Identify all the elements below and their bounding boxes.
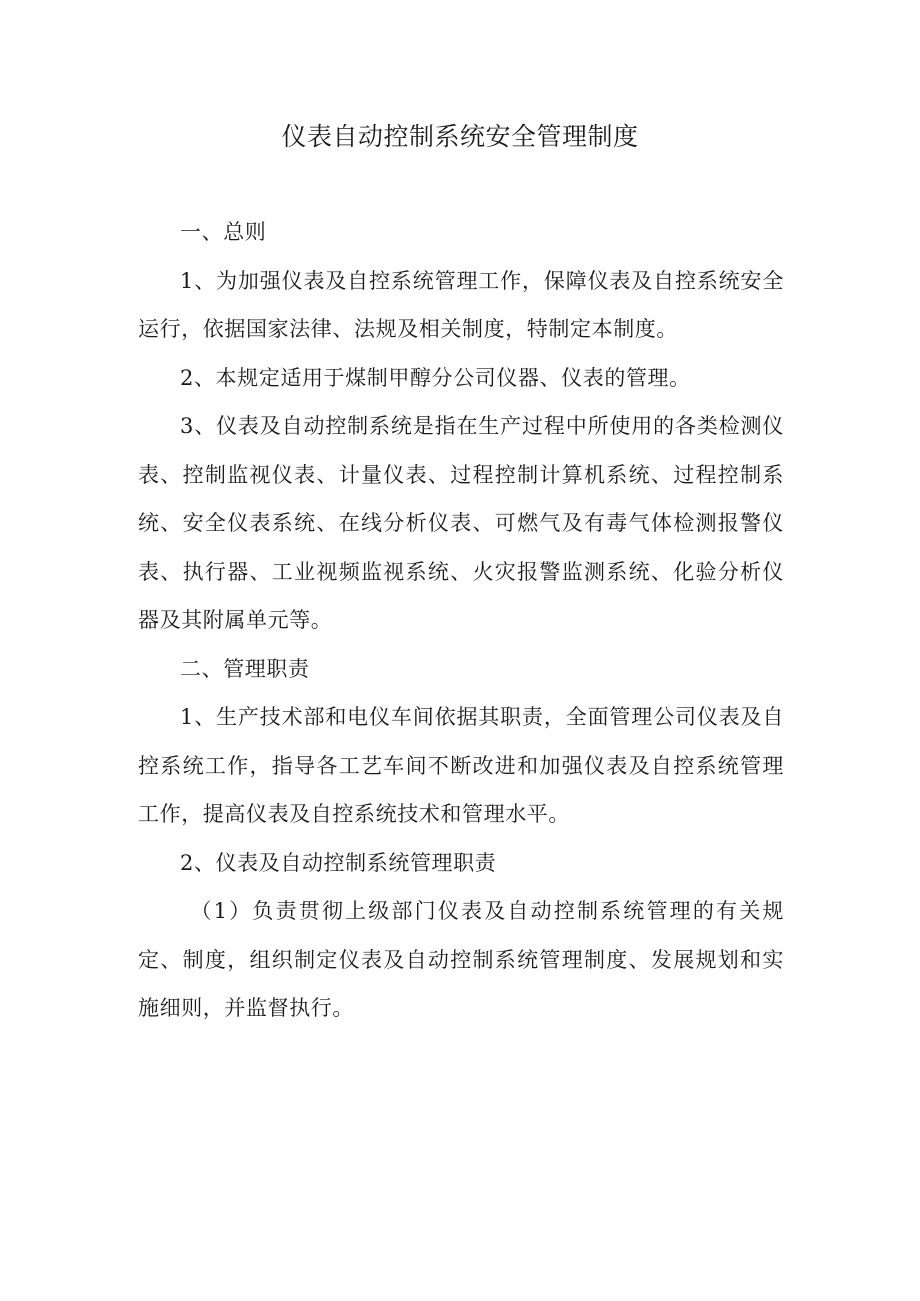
paragraph-purpose: 1、为加强仪表及自控系统管理工作，保障仪表及自控系统安全运行，依据国家法律、法规及相关制度，特制定本制度。 [138,268,784,341]
paragraph-department-duties: 1、生产技术部和电仪车间依据其职责，全面管理公司仪表及自控系统工作，指导各工艺车间不断改进和加强仪表及自控系统管理工作，提高仪表及自控系统技术和管理水平。 [138,705,784,826]
subheading-system-duties: 2、仪表及自动控制系统管理职责 [180,850,497,875]
document-title: 仪表自动控制系统安全管理制度 [281,122,639,151]
section-heading-responsibilities: 二、管理职责 [180,656,310,681]
paragraph-definition: 3、仪表及自动控制系统是指在生产过程中所使用的各类检测仪表、控制监视仪表、计量仪表、过程控制计算机系统、过程控制系统、安全仪表系统、在线分析仪表、可燃气及有毒气体检测报警仪表、执行器、工业视频监视系统、火灾报警监测系统、化验分析仪器及其附属单元等。 [138,414,784,632]
document-body [138,208,784,1033]
section-heading-general: 一、总则 [180,220,267,244]
paragraph-duty-item-1: （1）负责贯彻上级部门仪表及自动控制系统管理的有关规定、制度，组织制定仪表及自动控制系统管理制度、发展规划和实施细则，并监督执行。 [138,899,784,1020]
paragraph-scope: 2、本规定适用于煤制甲醇分公司仪器、仪表的管理。 [180,365,691,390]
